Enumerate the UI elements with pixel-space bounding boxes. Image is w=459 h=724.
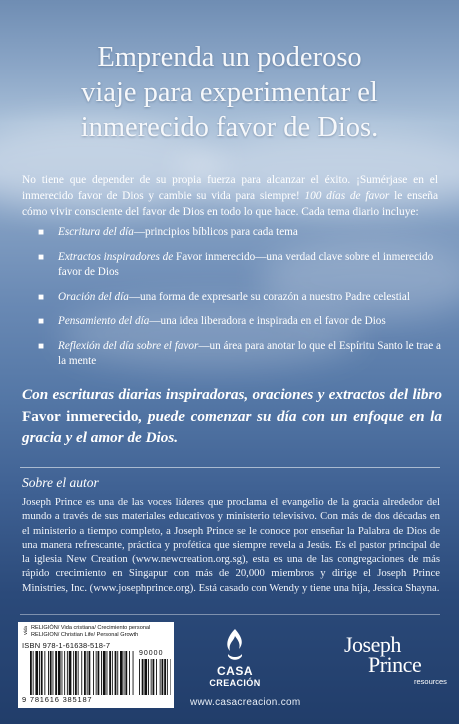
barcode-bar [125, 651, 127, 695]
barcode-bar [44, 651, 45, 695]
summary-book-name: Favor inmerecido [22, 407, 139, 425]
logo-line: Prince [368, 652, 422, 677]
divider [20, 467, 440, 468]
joseph-prince-resources-logo [344, 632, 447, 694]
category-line: RELIGIÓN/ Vida cristiana/ Crecimiento personal [31, 625, 151, 631]
bullet-italic: Pensamiento del día [58, 315, 150, 327]
barcode-bar [164, 659, 166, 695]
bullet-book-name: Favor inmerecido [173, 250, 256, 263]
barcode-bar [98, 651, 100, 695]
list-item [38, 250, 442, 281]
barcode-bar [50, 651, 52, 695]
barcode-bar [81, 651, 82, 695]
barcode-bar [156, 659, 157, 695]
price-code: 90000 [139, 650, 164, 657]
category-side-label: Vida [23, 626, 28, 635]
barcode-bar [107, 651, 108, 695]
intro-book-title: 100 días de favor [304, 190, 390, 202]
barcode-bar [142, 659, 144, 695]
bullet-icon: ■ [38, 340, 45, 352]
headline-line: inmerecido favor de Dios. [80, 112, 379, 143]
barcode-bar [160, 659, 161, 695]
barcode-bar [67, 651, 68, 695]
about-author-text: Joseph Prince es una de las voces líderes que proclama el evangelio de la gracia alrededor del mundo a través de sus materiales educativos y ministerio televisivo. Con más de dos décadas en el ministerio a tiempo completo, a Joseph Prince se le conoce por enseñar la Palabra de Dios de una manera refrescante, práctica y profética que siempre revela a Jesús. Es el pastor principal de la iglesia New Creation (www.newcreation.org.sg), esta es una de las congregaciones de más rápido crecimiento en Singapur con más de 20,000 miembros y dirige el Joseph Prince Ministries, Inc. (www.josephprince.org). Está casado con Wendy y tiene una hija, Jessica Shayna. [22, 496, 440, 594]
bullet-icon: ■ [38, 251, 45, 263]
barcode-bar [78, 651, 79, 695]
barcode-bar [129, 651, 130, 695]
barcode-bar [148, 659, 149, 695]
bullet-italic: Escritura del día [58, 226, 134, 238]
barcode-bar [41, 651, 43, 695]
intro-paragraph [22, 172, 438, 220]
barcode-bar [96, 651, 97, 695]
barcode-digits: 9 781616 385187 [22, 695, 93, 704]
bullet-icon: ■ [38, 291, 45, 303]
summary-text: , puede comenzar su día con un enfoque en la gracia y el amor de Dios. [22, 407, 442, 446]
barcode-bar [84, 651, 86, 695]
price-barcode-image [139, 659, 171, 695]
barcode-bar [48, 651, 49, 695]
barcode-bar [153, 659, 155, 695]
bullet-text: —principios bíblicos para cada tema [133, 226, 298, 238]
bullet-italic: Extractos inspiradores de [58, 250, 174, 263]
bullet-icon: ■ [38, 227, 45, 238]
barcode-bar [33, 651, 34, 695]
intro-text: le enseña cómo vivir consciente del favor de Dios en todo lo que hace. Cada tema diario incluye: [22, 190, 438, 218]
barcode-bar [133, 651, 134, 695]
barcode-bar [103, 651, 106, 695]
barcode-bar [75, 651, 77, 695]
bullet-icon: ■ [38, 316, 45, 327]
headline-line: Emprenda un poderoso [97, 42, 362, 73]
barcode-bar [124, 651, 125, 695]
barcode-bar [73, 651, 74, 695]
barcode-image [30, 651, 134, 695]
barcode-bar [53, 651, 54, 695]
barcode-bar [117, 651, 118, 695]
bullet-text: —una forma de expresarle su corazón a nuestro Padre celestial [128, 290, 410, 303]
publisher-website: www.casacreacion.com [190, 697, 301, 708]
headline-line: viaje para experimentar el [81, 77, 378, 108]
list-item [38, 314, 442, 330]
barcode-bar [115, 651, 117, 695]
barcode-bar [109, 651, 111, 695]
barcode-bar [69, 651, 72, 695]
barcode-panel [18, 622, 174, 708]
about-author-heading: Sobre el autor [22, 475, 99, 490]
bullet-text: —una verdad clave sobre el inmerecido favor de Dios [58, 250, 434, 278]
barcode-bar [62, 651, 63, 695]
logo-line: Joseph [344, 632, 401, 657]
barcode-bar [39, 651, 40, 695]
list-item [38, 290, 442, 306]
bullet-text: —un área para anotar lo que el Espíritu Santo le trae a la mente [58, 339, 441, 367]
barcode-bar [171, 659, 172, 695]
barcode-bar [101, 651, 102, 695]
summary-text: Con escrituras diarias inspiradoras, oraciones y extractos del libro [22, 386, 442, 403]
barcode-bar [58, 651, 61, 695]
publisher-name-sub: CREACIÓN [209, 678, 261, 688]
logo-sub: resources [414, 677, 447, 686]
headline [0, 40, 459, 145]
daily-features-list [38, 225, 442, 379]
barcode-bar [151, 659, 152, 695]
category-line: RELIGION/ Christian Life/ Personal Growth [31, 632, 139, 638]
barcode-bar [120, 651, 123, 695]
barcode-bar [55, 651, 57, 695]
isbn-text: ISBN 978-1-61638-518-7 [22, 641, 111, 650]
bullet-text: —una idea liberadora e inspirada en el favor de Dios [149, 315, 386, 327]
publisher-name: CASA [216, 664, 253, 678]
barcode-bar [162, 659, 164, 695]
barcode-bar [89, 651, 91, 695]
summary-statement [22, 384, 442, 449]
divider [20, 614, 440, 615]
intro-text: No tiene que depender de su propia fuerza para alcanzar el éxito. ¡Sumérjase en el inmerecido favor de Dios y cambie su vida para siempre! [22, 174, 438, 202]
bullet-italic: Oración del día [58, 290, 129, 303]
bullet-italic: Reflexión del día sobre el favor [58, 339, 199, 352]
barcode-bar [112, 651, 113, 695]
barcode-bar [139, 659, 140, 695]
barcode-bar [167, 659, 168, 695]
casa-creacion-logo [205, 627, 265, 691]
bisac-categories [22, 625, 172, 639]
list-item [38, 225, 442, 241]
barcode-bar [64, 651, 65, 695]
barcode-bar [87, 651, 88, 695]
barcode-bar [93, 651, 94, 695]
flame-icon [222, 627, 248, 663]
barcode-bar [30, 651, 32, 695]
barcode-bar [35, 651, 38, 695]
barcode-bar [144, 659, 147, 695]
list-item [38, 339, 442, 370]
